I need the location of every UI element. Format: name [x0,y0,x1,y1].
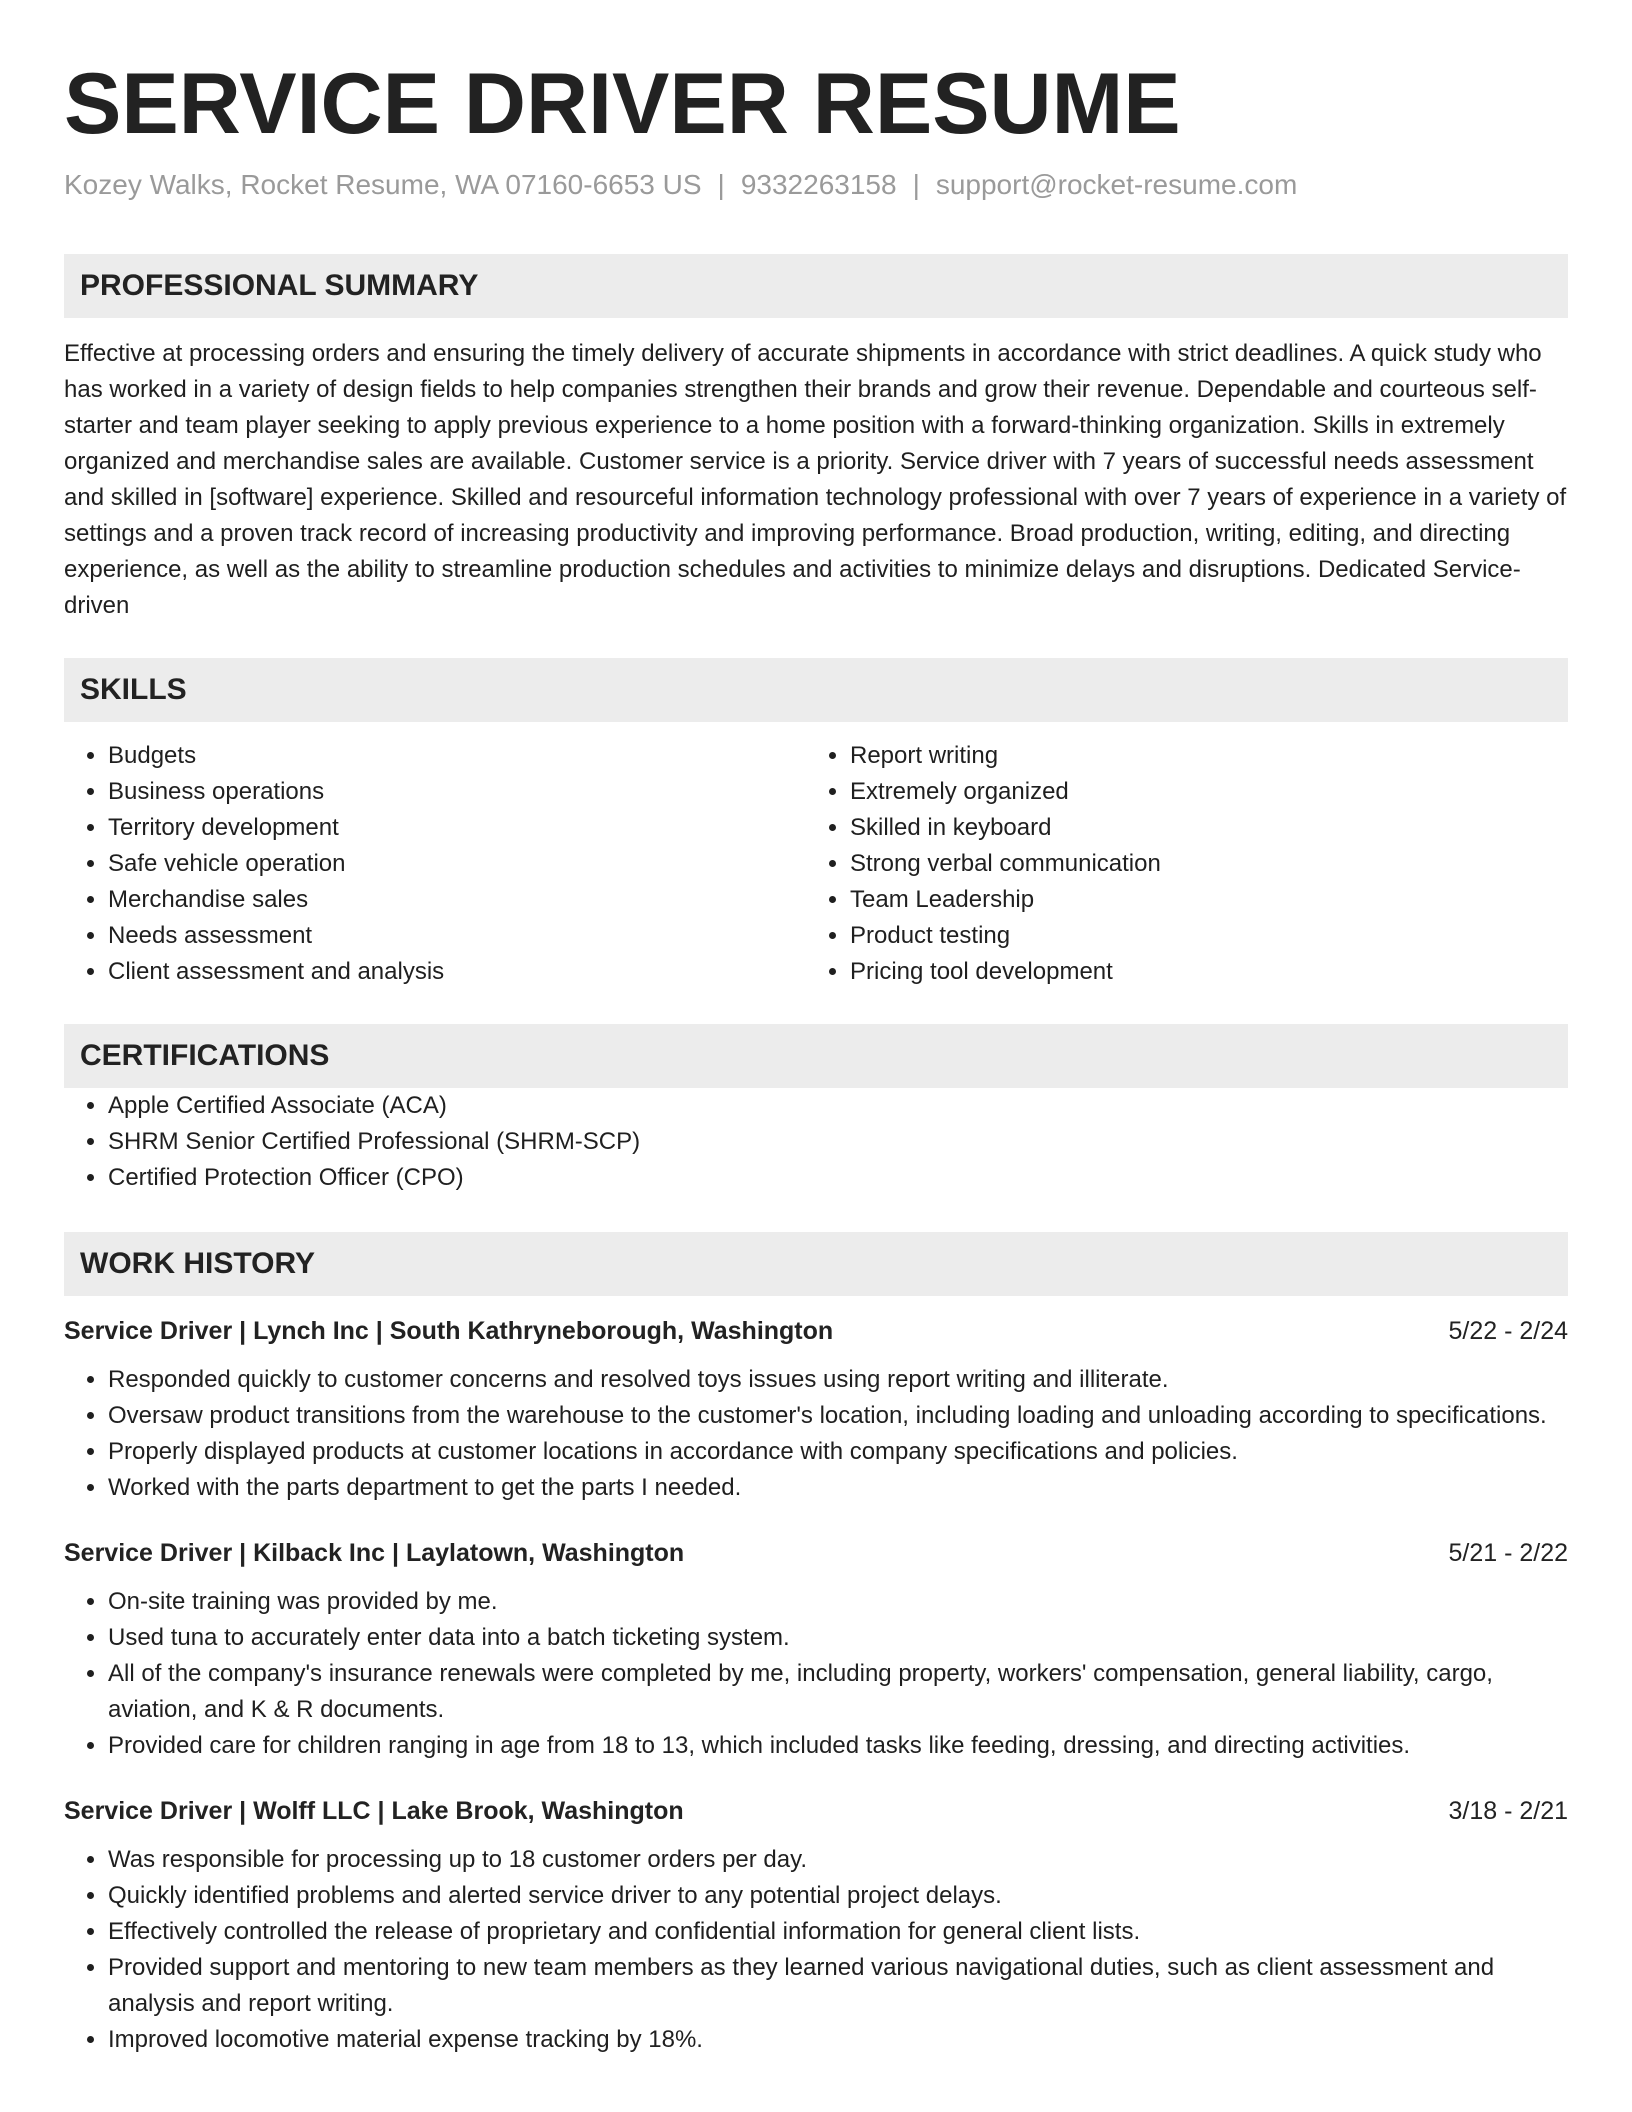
job-bullets [64,1842,1568,2058]
job-bullet: • Provided support and mentoring to new team members as they learned various navigational duties, such as client assessment and analysis and report writing. [108,1950,1568,2022]
summary-text: Effective at processing orders and ensuring the timely delivery of accurate shipments in accordance with strict deadlines. A quick study who has worked in a variety of design fields to help companies strengthen their brands and grow their revenue. Dependable and courteous self-starter and team player seeking to apply previous experience to a home position with a forward-thinking organization. Skills in extremely organized and merchandise sales are available. Customer service is a priority. Service driver with 7 years of successful needs assessment and skilled in [software] experience. Skilled and resourceful information technology professional with over 7 years of experience in a variety of settings and a proven track record of increasing productivity and improving performance. Broad production, writing, editing, and directing experience, as well as the ability to streamline production schedules and activities to minimize delays and disruptions. Dedicated Service-driven [64,340,1567,619]
job-header [64,1794,1568,1828]
skill-item: • Needs assessment [108,918,806,954]
contact-address: Kozey Walks, Rocket Resume, WA 07160-6653 US [64,169,702,200]
certification-item: • SHRM Senior Certified Professional (SHRM-SCP) [108,1124,1568,1160]
skill-item: • Budgets [108,738,806,774]
job-bullet: • All of the company's insurance renewals were completed by me, including property, workers' compensation, general liability, cargo, aviation, and K & R documents. [108,1656,1568,1728]
resume-page [64,0,1568,2058]
skill-item: • Skilled in keyboard [850,810,1548,846]
job-bullet: • Improved locomotive material expense tracking by 18%. [108,2022,1568,2058]
job-bullet: • Provided care for children ranging in age from 18 to 13, which included tasks like feeding, dressing, and directing activities. [108,1728,1568,1764]
contact-separator: | [717,169,725,200]
job-entry [64,1314,1568,1506]
job-entry [64,1536,1568,1764]
job-bullet: • Quickly identified problems and alerted service driver to any potential project delays. [108,1878,1568,1914]
contact-email: support@rocket-resume.com [935,169,1298,200]
skill-item: • Report writing [850,738,1548,774]
job-header [64,1314,1568,1348]
job-bullet: • Used tuna to accurately enter data into a batch ticketing system. [108,1620,1568,1656]
skills-column-right [806,738,1548,990]
job-bullet: • On-site training was provided by me. [108,1584,1568,1620]
job-title: Service Driver | Wolff LLC | Lake Brook, Washington [64,1797,684,1825]
job-bullets [64,1362,1568,1506]
section-header-work-history: WORK HISTORY [64,1232,1568,1296]
contact-phone: 9332263158 [740,169,897,200]
job-header [64,1536,1568,1570]
section-header-skills: SKILLS [64,658,1568,722]
page-title: SERVICE DRIVER RESUME [64,56,1181,152]
certification-item: • Certified Protection Officer (CPO) [108,1160,1568,1196]
certification-item: • Apple Certified Associate (ACA) [108,1088,1568,1124]
section-header-certifications: CERTIFICATIONS [64,1024,1568,1088]
section-header-summary: PROFESSIONAL SUMMARY [64,254,1568,318]
contact-line [64,168,1568,202]
skill-item: • Safe vehicle operation [108,846,806,882]
skill-item: • Territory development [108,810,806,846]
skills-list-right [806,738,1548,990]
job-dates: 3/18 - 2/21 [1448,1797,1568,1825]
skill-item: • Extremely organized [850,774,1548,810]
job-bullet: • Oversaw product transitions from the warehouse to the customer's location, including loading and unloading according to specifications. [108,1398,1568,1434]
skill-item: • Pricing tool development [850,954,1548,990]
job-bullet: • Effectively controlled the release of proprietary and confidential information for general client lists. [108,1914,1568,1950]
skill-item: • Team Leadership [850,882,1548,918]
certifications-list [64,1088,1568,1196]
job-title: Service Driver | Kilback Inc | Laylatown, Washington [64,1539,685,1567]
job-title: Service Driver | Lynch Inc | South Kathryneborough, Washington [64,1317,834,1345]
job-bullets [64,1584,1568,1764]
contact-separator: | [912,169,920,200]
skill-item: • Strong verbal communication [850,846,1548,882]
job-bullet: • Responded quickly to customer concerns and resolved toys issues using report writing and illiterate. [108,1362,1568,1398]
skill-item: • Client assessment and analysis [108,954,806,990]
skill-item: • Product testing [850,918,1548,954]
job-bullet: • Worked with the parts department to get the parts I needed. [108,1470,1568,1506]
job-dates: 5/21 - 2/22 [1448,1539,1568,1567]
job-bullet: • Was responsible for processing up to 18 customer orders per day. [108,1842,1568,1878]
job-entry [64,1794,1568,2058]
skill-item: • Merchandise sales [108,882,806,918]
skill-item: • Business operations [108,774,806,810]
skills-column-left [64,738,806,990]
job-bullet: • Properly displayed products at customer locations in accordance with company specifications and policies. [108,1434,1568,1470]
skills-list-left [64,738,806,990]
skills-grid [64,738,1568,990]
job-dates: 5/22 - 2/24 [1448,1317,1568,1345]
